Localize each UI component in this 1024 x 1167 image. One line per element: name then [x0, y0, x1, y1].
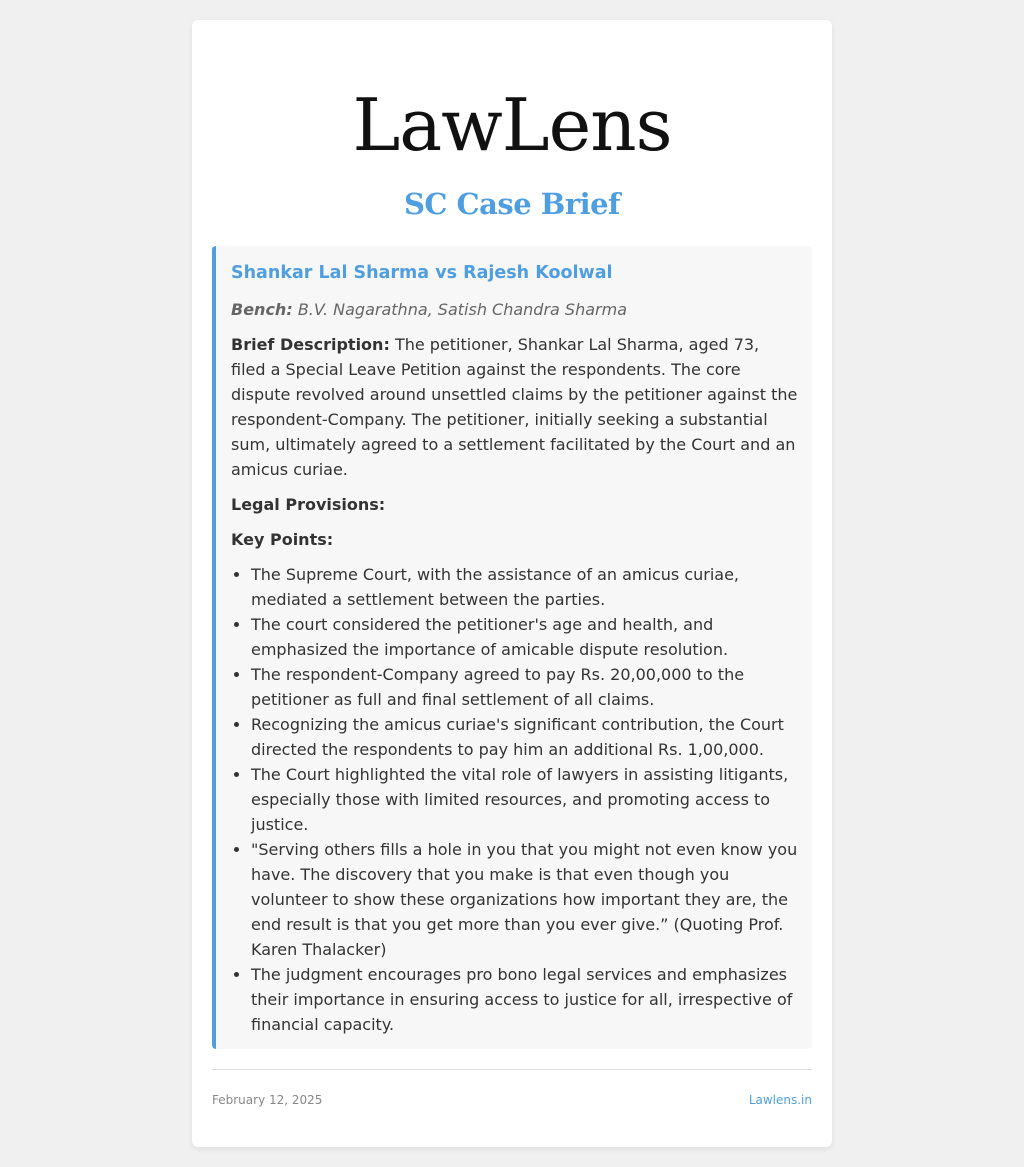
bench-value: B.V. Nagarathna, Satish Chandra Sharma [297, 300, 627, 319]
brief-description [231, 332, 798, 482]
key-point: • The judgment encourages pro bono legal services and emphasizes their importance in ensuring access to justice for all, irrespective of financial capacity. [251, 962, 798, 1037]
key-point: • The respondent-Company agreed to pay Rs. 20,00,000 to the petitioner as full and final settlement of all claims. [251, 662, 798, 712]
footer-divider [212, 1069, 812, 1070]
bench-label: Bench: [231, 300, 293, 319]
key-point: • The court considered the petitioner's age and health, and emphasized the importance of amicable dispute resolution. [251, 612, 798, 662]
key-point: • The Court highlighted the vital role of lawyers in assisting litigants, especially those with limited resources, and promoting access to justice. [251, 762, 798, 837]
key-point: • The Supreme Court, with the assistance of an amicus curiae, mediated a settlement between the parties. [251, 562, 798, 612]
bench-line [231, 297, 798, 322]
footer [212, 1092, 812, 1108]
legal-provisions-heading: Legal Provisions: [231, 495, 386, 514]
brief-card [192, 20, 832, 1147]
key-point: • "Serving others fills a hole in you that you might not even know you have. The discovery that you make is that even though you volunteer to show these organizations how important they are, the end result is that you get more than you ever give.” (Quoting Prof. Karen Thalacker) [251, 837, 798, 962]
case-title: Shankar Lal Sharma vs Rajesh Koolwal [231, 263, 613, 283]
key-points-list [231, 562, 798, 1037]
description-text: The petitioner, Shankar Lal Sharma, aged 73, filed a Special Leave Petition against the respondents. The core dispute revolved around unsettled claims by the petitioner against the respondent-Company. The petitioner, initially seeking a substantial sum, ultimately agreed to a settlement facilitated by the Court and an amicus curiae. [231, 335, 798, 479]
site-link[interactable]: Lawlens.in [748, 1093, 812, 1107]
case-brief-panel [212, 246, 812, 1049]
footer-date: February 12, 2025 [212, 1093, 323, 1107]
key-point: • Recognizing the amicus curiae's significant contribution, the Court directed the respondents to pay him an additional Rs. 1,00,000. [251, 712, 798, 762]
key-points-heading: Key Points: [231, 530, 334, 549]
description-label: Brief Description: [231, 335, 390, 354]
brand-logo-text: LawLens [352, 83, 672, 167]
page-subtitle: SC Case Brief [403, 187, 621, 221]
